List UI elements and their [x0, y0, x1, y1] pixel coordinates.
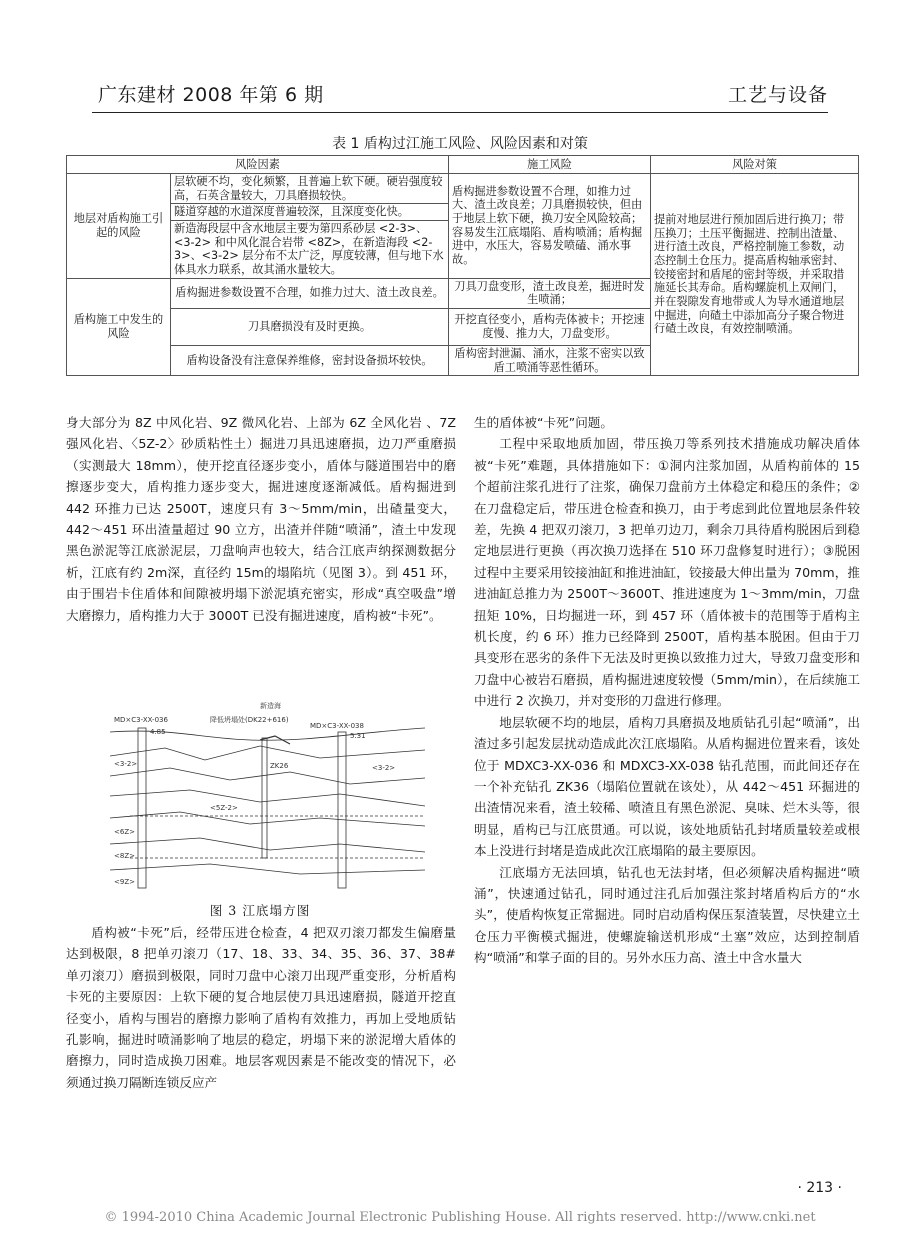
header-construction-risk: 施工风险 [449, 156, 651, 174]
page-number: · 213 · [797, 1180, 842, 1196]
factor-cell: 盾构掘进参数设置不合理，如推力过大、渣土改良差。 [171, 278, 449, 308]
figure-label: MD×C3-XX-036 [114, 716, 168, 724]
figure-label: 5.31 [350, 732, 366, 740]
section-header: 工艺与设备 [727, 84, 828, 106]
figure-label: 4.85 [150, 728, 166, 736]
figure-caption: 图 3 江底塌方图 [209, 903, 311, 918]
paragraph: 江底塌方无法回填，钻孔也无法封堵，但必须解决盾构掘进“喷涌”，快速通过钻孔，同时通过注孔后加强注浆封堵盾构后方的“水头”，使盾构恢复正常掘进。同时启动盾构保压泵渣装置，尽快建立土仓压力平衡模式掘进，使螺旋输送机形成“土塞”效应，达到控制盾构“喷涌”和掌子面的目的。另外水压力高、渣土中含水量大 [474, 864, 860, 966]
factor-cell: 刀具磨损没有及时更换。 [171, 308, 449, 345]
table-row [67, 174, 859, 204]
journal-header: 广东建材 2008 年第 6 期 [98, 84, 324, 106]
risk-cell: 盾构掘进参数设置不合理，如推力过大、渣土改良差；刀具磨损较快，但由于地层上软下硬，换刀安全风险较高；容易发生江底塌陷、盾构喷涌；盾构掘进中，水压大，容易发喷磕、涌水事故。 [449, 174, 651, 279]
header-countermeasures: 风险对策 [651, 156, 859, 174]
table-title: 表 1 盾构过江施工风险、风险因素和对策 [332, 136, 588, 152]
paragraph: 工程中采取地质加固，带压换刀等系列技术措施成功解决盾体被“卡死”难题，具体措施如下：①洞内注浆加固，从盾构前体的 15 个超前注浆孔进行了注浆，确保刀盘前方土体稳定和稳压的条件；②在刀盘稳定后，带压进仓检查和换刀，由于考虑到此位置地层条件较差，先换 4 把双刃滚刀，3 把单刃边刀，剩余刀具待盾构脱困后到稳定地层进行更换（再次换刀选择在 510 环刀盘修复时进行）；③脱困过程中主要采用铰接油缸和推进油缸，铰接最大伸出量为 70mm，推进油缸总推力为 2500T～3600T、推进速度为 1～3mm/min，刀盘扭矩 10%，日均掘进一环，到 457 环（盾体被卡的范围等于盾构主机长度，约 6 环）推力已经降到 2500T，盾构基本脱困。但由于刀具变形在恶劣的条件下无法及时更换以致推力过大，导致刀盘变形和刀盘中心被岩石磨损，盾构掘进速度较慢（5mm/min），在后续施工中进行 2 次换刀，并对变形的刀盘进行修理。 [474, 436, 860, 709]
risk-cell: 刀具刀盘变形，渣土改良差，掘进时发生喷涌； [449, 278, 651, 308]
table-header-row [67, 156, 859, 174]
figure-label: 新造海 [260, 702, 281, 710]
paragraph: 盾构被“卡死”后，经带压进仓检查，4 把双刃滚刀都发生偏磨量达到极限，8 把单刃滚刀（17、18、33、34、35、36、37、38# 单刃滚刀）磨损到极限，同时刀盘中心滚刀出现严重变形，分析盾构卡死的主要原因：上软下硬的复合地层使刀具迅速磨损，隧道开挖直径变小，盾构与围岩的磨擦力影响了盾构有效推力，再加上受地质钻孔影响，掘进时喷涌影响了地层的稳定，坍塌下来的淤泥增大盾体的磨擦力，同时造成换刀困难。地层客观因素是不能改变的情况下，必须通过换刀隔断连锁反应产 [66, 925, 456, 1090]
left-column [66, 412, 456, 626]
factor-cell: 新造海段层中含水地层主要为第四系砂层 <2-3>、<3-2> 和中风化混合岩带 <8Z>，在新造海段 <2-3>、<3-2> 层分布不太广泛，厚度较薄，但与地下水体具水力联系，故其涌水量较大。 [171, 220, 449, 278]
factor-cell: 层软硬不均，变化频繁，且普遍上软下硬。硬岩强度较高，石英含量较大，刀具磨损较快。 [171, 174, 449, 204]
category-stratum: 地层对盾构施工引起的风险 [67, 174, 171, 279]
header-divider [92, 112, 828, 113]
risk-table [66, 155, 859, 376]
risk-cell: 盾构密封泄漏、涌水，注浆不密实以致盾工喷涌等恶性循环。 [449, 345, 651, 375]
left-column-bottom [66, 922, 456, 1093]
category-construction: 盾构施工中发生的风险 [67, 278, 171, 376]
figure-label: <9Z> [114, 878, 135, 886]
figure-label: ZK26 [270, 762, 289, 770]
paragraph: 地层软硬不均的地层，盾构刀具磨损及地质钻孔引起“喷涌”，出渣过多引起发层扰动造成此次江底塌陷。从盾构掘进位置来看，该处位于 MDXC3-XX-036 和 MDXC3-XX-038 钻孔范围，而此间还存在一个补充钻孔 ZK36（塌陷位置就在该处），从 442～451 环掘进的出渣情况来看，渣土较稀、喷渣且有黑色淤泥、臭味、烂木头等，很明显，盾构已与江底贯通。可以说，该处地质钻孔封堵质量较差或根本上没进行封堵是造成此次江底塌陷的最主要原因。 [474, 714, 860, 859]
paragraph: 生的盾体被“卡死”问题。 [474, 415, 613, 430]
factor-cell: 隧道穿越的水道深度普遍较深，且深度变化快。 [171, 204, 449, 221]
figure-label: 降低坍塌处(DK22+616) [210, 716, 289, 724]
factor-cell: 盾构设备没有注意保养维修，密封设备损坏较快。 [171, 345, 449, 375]
figure-label: <6Z> [114, 828, 135, 836]
figure-label: MD×C3-XX-038 [310, 722, 364, 730]
collapse-diagram [110, 698, 425, 898]
figure-label: <8Z> [114, 852, 135, 860]
copyright-footer: © 1994-2010 China Academic Journal Electronic Publishing House. All rights reserved. http://www.cnki.net [104, 1210, 816, 1225]
header-risk-factors: 风险因素 [67, 156, 449, 174]
risk-cell: 开挖直径变小，盾构壳体被卡；开挖速度慢、推力大，刀盘变形。 [449, 308, 651, 345]
measures-cell: 提前对地层进行预加固后进行换刀；带压换刀；土压平衡掘进、控制出渣量、进行渣土改良，严格控制施工参数，动态控制土仓压力。提高盾构轴承密封、铰接密封和盾尾的密封等级，并采取措施延长其寿命。盾构螺旋机上双闸门，并在裂隙发育地带或人为导水通道地层中掘进，向碴土中添加高分子聚合物进行碴土改良，有效控制喷涌。 [651, 174, 859, 376]
paragraph: 身大部分为 8Z 中风化岩、9Z 微风化岩、上部为 6Z 全风化岩 、7Z 强风化岩、〈5Z-2〉砂质粘性土）掘进刀具迅速磨损，边刀严重磨损（实测最大 18mm），使开挖直径逐步变小，盾体与隧道围岩中的磨擦逐步变大，盾构推力逐步变大，掘进速度逐渐减低。盾构掘进到 442 环推力已达 2500T，速度只有 3～5mm/min，出碴量变大，442～451 环出渣量超过 90 立方，出渣并伴随“喷涌”，渣土中发现黑色淤泥等江底淤泥层，刀盘响声也较大，结合江底声纳探测数据分析，江底有约 2m深，直径约 15m的塌陷坑（见图 3）。到 451 环，由于围岩卡住盾体和间隙被坍塌下淤泥填充密实，形成“真空吸盘”增大磨擦力，盾构推力大于 3000T 已没有掘进速度，盾构被“卡死”。 [66, 415, 456, 623]
figure-label: <3-2> [372, 764, 396, 772]
figure-label: <3-2> [114, 760, 138, 768]
figure-label: <5Z-2> [210, 804, 238, 812]
right-column [474, 412, 860, 969]
